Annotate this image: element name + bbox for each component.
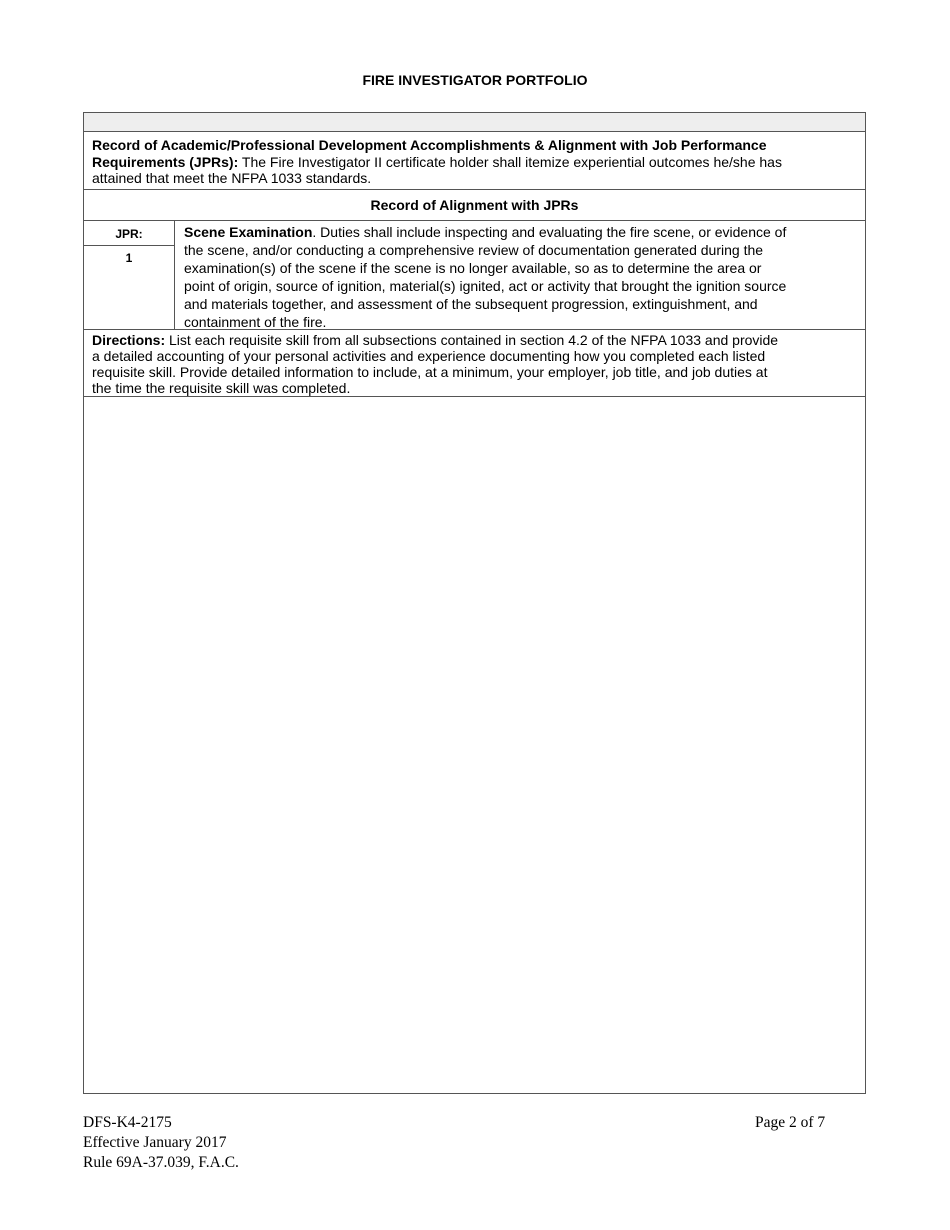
intro-text-cont: attained that meet the NFPA 1033 standards. (92, 170, 372, 186)
portfolio-table (83, 112, 866, 1094)
alignment-heading: Record of Alignment with JPRs (84, 190, 865, 221)
page-number: Page 2 of 7 (755, 1114, 826, 1131)
jpr-text-line: containment of the fire. (184, 314, 327, 330)
directions-label: Directions: (92, 332, 166, 348)
jpr-heading: Scene Examination (184, 224, 313, 240)
jpr-text-line: examination(s) of the scene if the scene is no longer available, so as to determine the area or (184, 260, 762, 276)
response-area[interactable] (84, 397, 865, 1093)
jpr-text-line: point of origin, source of ignition, material(s) ignited, act or activity that brought the ignition source (184, 278, 787, 294)
directions-text: the time the requisite skill was completed. (92, 380, 351, 396)
footer-left (83, 1113, 239, 1173)
effective-date: Effective January 2017 (83, 1134, 227, 1151)
jpr-row (84, 221, 865, 330)
header-shaded-row (84, 113, 865, 132)
rule-reference: Rule 69A-37.039, F.A.C. (83, 1154, 239, 1171)
jpr-id-column (84, 221, 175, 329)
intro-text: The Fire Investigator II certificate holder shall itemize experiential outcomes he/she has (238, 153, 782, 170)
jpr-text-line: . Duties shall include inspecting and evaluating the fire scene, or evidence of (312, 224, 787, 240)
directions-text: requisite skill. Provide detailed information to include, at a minimum, your employer, job title, and job duties at (92, 364, 768, 380)
directions-text: a detailed accounting of your personal activities and experience documenting how you completed each listed (92, 348, 766, 364)
jpr-description (184, 223, 857, 331)
jpr-label: JPR: (84, 221, 174, 246)
intro-heading: Record of Academic/Professional Development Accomplishments & Alignment with Job Performance (92, 137, 767, 153)
document-title: FIRE INVESTIGATOR PORTFOLIO (362, 72, 588, 88)
intro-heading-cont: Requirements (JPRs): (92, 153, 239, 170)
jpr-text-line: and materials together, and assessment of the subsequent progression, extinguishment, and (184, 296, 758, 312)
directions-section (84, 330, 865, 397)
jpr-number: 1 (125, 251, 133, 265)
form-number: DFS-K4-2175 (83, 1114, 172, 1131)
jpr-text-line: the scene, and/or conducting a comprehensive review of documentation generated during the (184, 242, 764, 258)
directions-text: List each requisite skill from all subsections contained in section 4.2 of the NFPA 1033 and provide (165, 332, 779, 348)
intro-section (84, 132, 865, 190)
